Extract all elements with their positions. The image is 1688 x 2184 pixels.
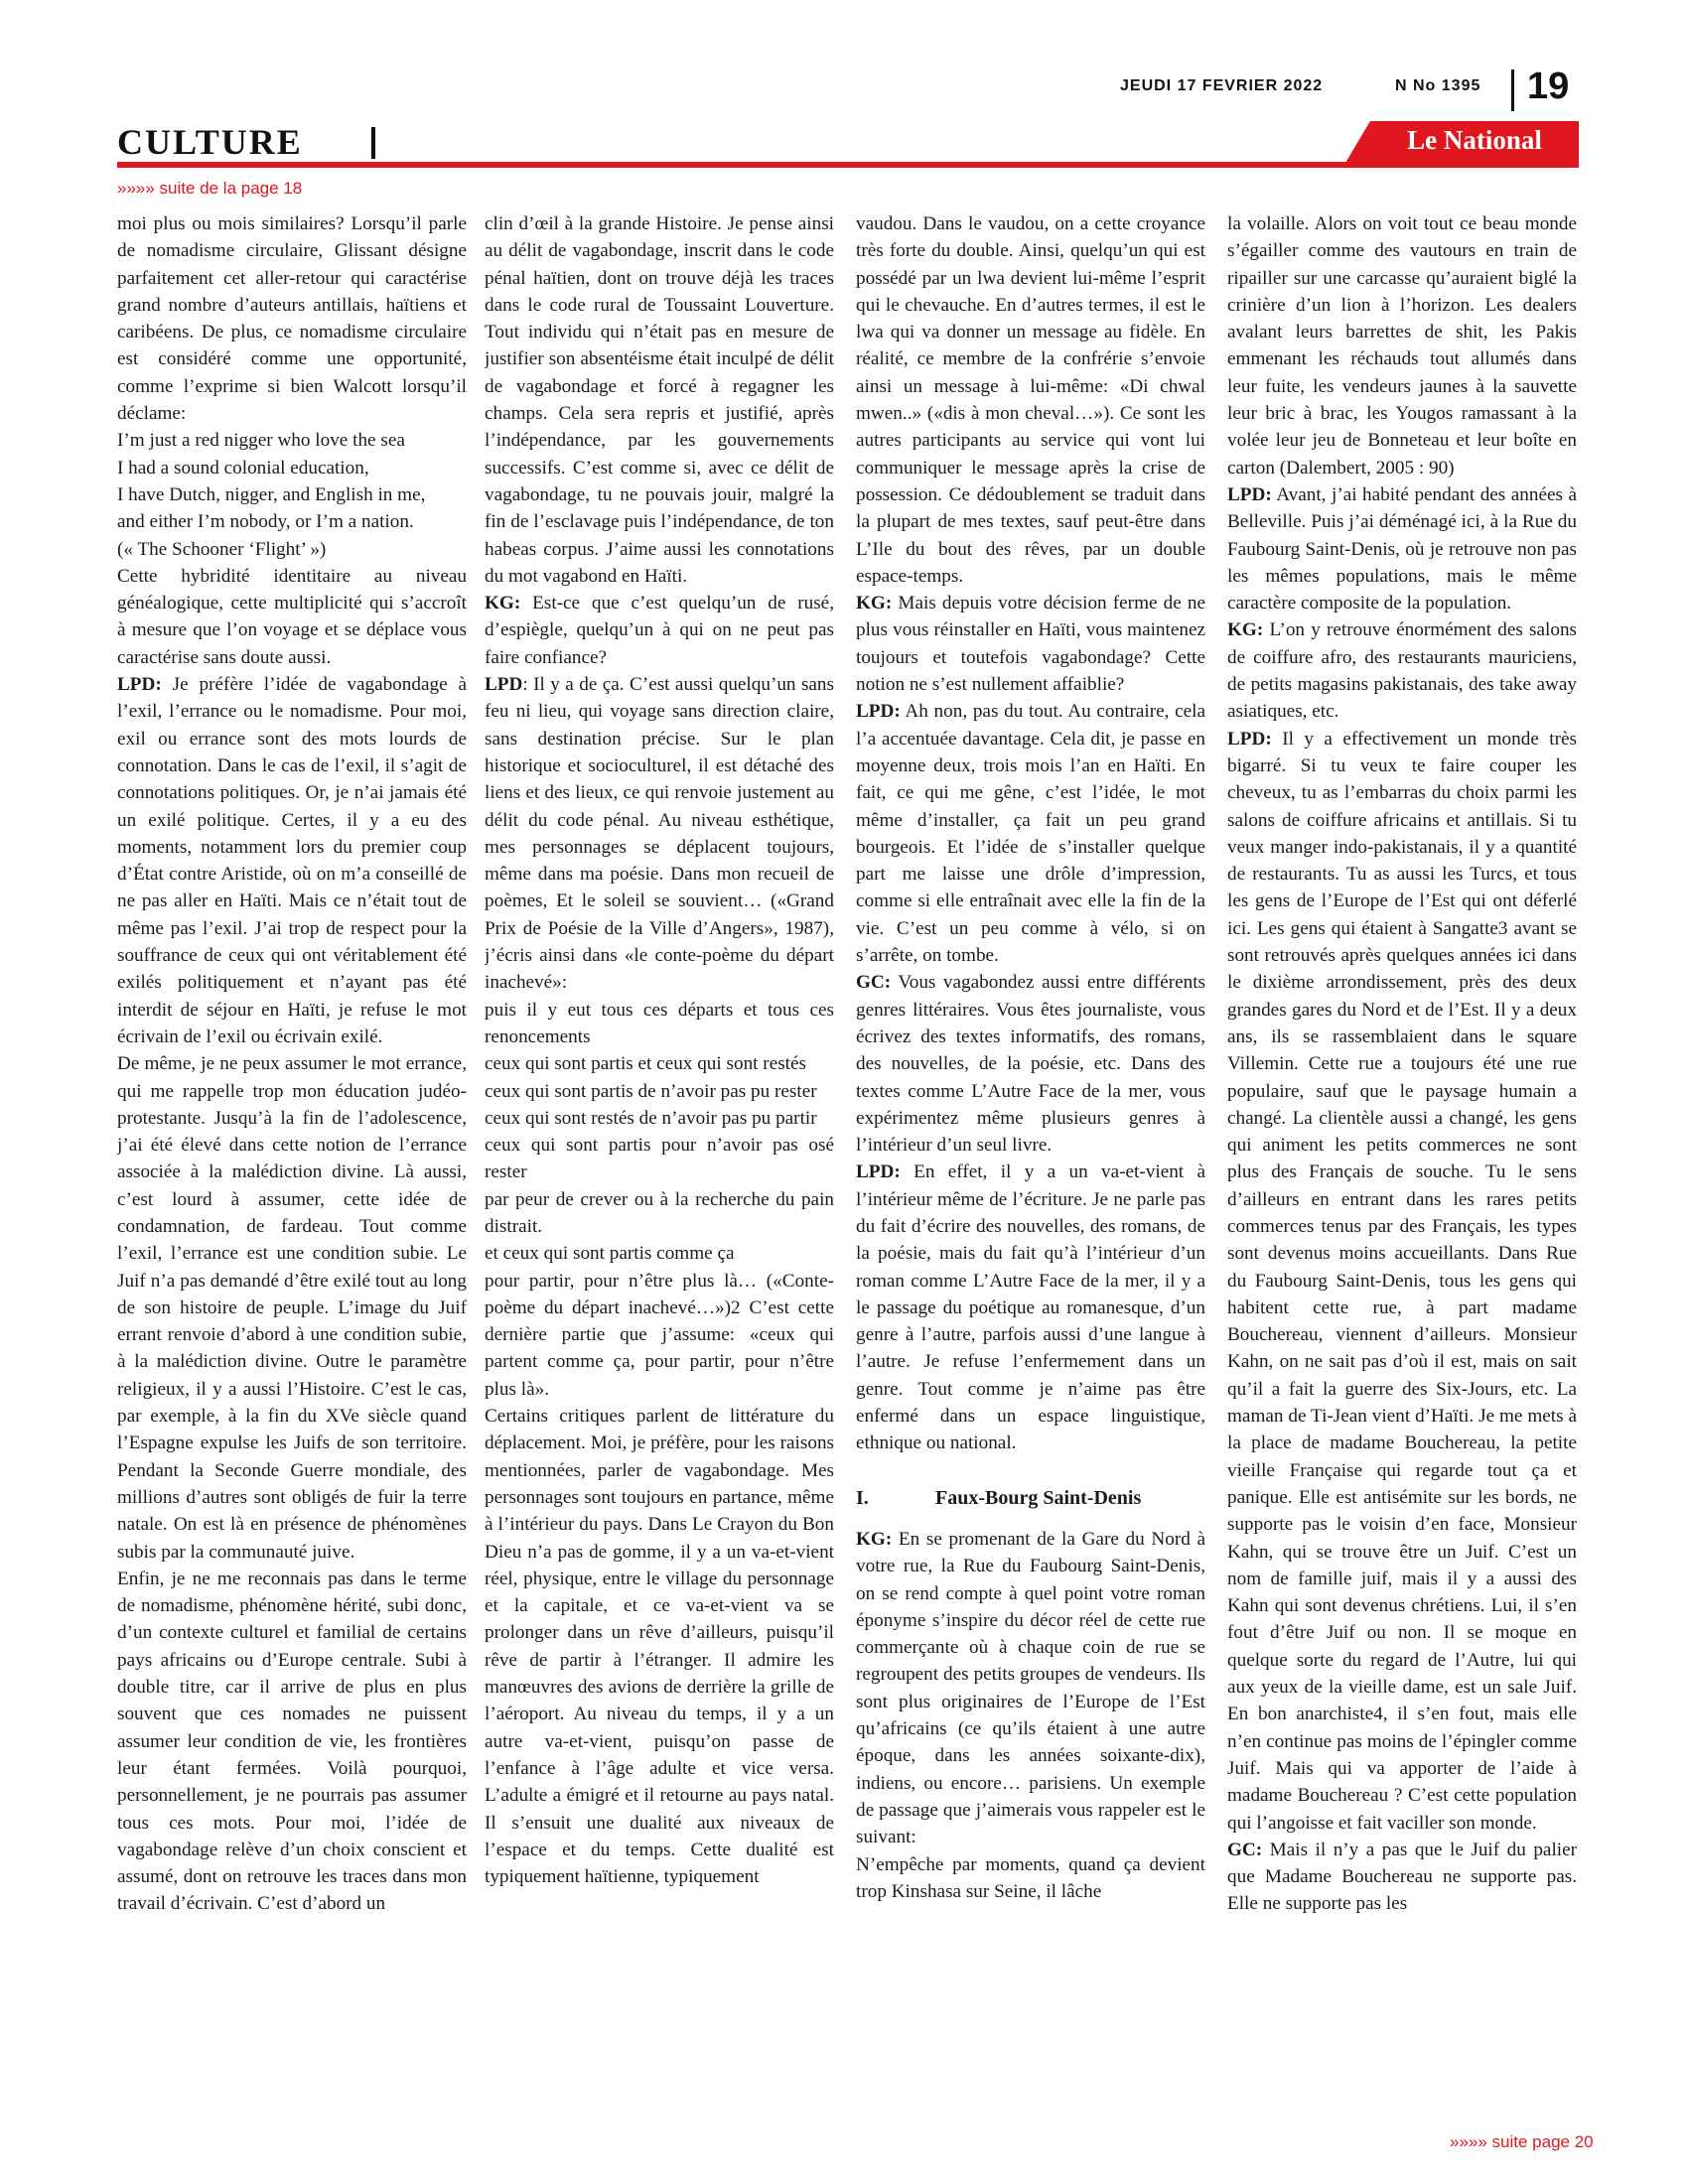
poem-line [117, 455, 467, 481]
paragraph-text: Cette hybridité identitaire au niveau généalogique, cette multiplicité qui s’accroît à mesure que l’on voyage et se déplace vous caractérise sans doute aussi. [117, 565, 467, 668]
paragraph-text: I had a sound colonial education, [117, 457, 369, 478]
poem-line [485, 1050, 834, 1077]
poem-line [485, 1078, 834, 1105]
paragraph-text: vaudou. Dans le vaudou, on a cette croyance très forte du double. Ainsi, quelqu’un qui est possédé par un lwa devient lui-même l’esprit qui le chevauche. En d’autres termes, il est le lwa qui va donner un message au fidèle. En réalité, ce membre de la confrérie s’envoie ainsi un message à lui-même: «Di chwal mwen..» («dis à mon cheval…»). Ce sont les autres participants au service qui vont lui communiquer le message après la crise de possession. Ce dédoublement se traduit dans la plupart de mes textes, sauf peut-être dans L’Ile du bout des rêves, par un double espace-temps. [856, 213, 1205, 587]
paragraph [117, 563, 467, 671]
paragraph [117, 1050, 467, 1566]
paragraph [856, 1526, 1205, 1851]
speaker-label: GC: [856, 972, 892, 994]
paragraph-text: I’m just a red nigger who love the sea [117, 430, 405, 452]
paragraph-text: Est-ce que c’est quelqu’un de rusé, d’espiègle, quelqu’un à qui on ne peut pas faire confiance? [485, 593, 834, 668]
subheading-number: I. [856, 1486, 869, 1509]
paragraph [856, 1159, 1205, 1456]
paragraph [117, 210, 467, 427]
paragraph [1227, 726, 1577, 1837]
subheading [856, 1485, 1205, 1512]
paragraph [856, 1851, 1205, 1906]
article-column-3 [856, 210, 1205, 2132]
paragraph [1227, 210, 1577, 481]
paragraph [485, 671, 834, 997]
paragraph [856, 590, 1205, 698]
paragraph-text: Certains critiques parlent de littérature du déplacement. Moi, je préfère, pour les raisons mentionnées, parler de vagabondage. Mes personnages sont toujours en partance, même à l’intérieur du pays. Dans Le Crayon du Bon Dieu n’a pas de gomme, il y a un va-et-vient réel, physique, entre le village du personnage et la capitale, et ce va-et-vient va se prolonger dans un rêve d’ailleurs, puisqu’il rêve de partir à l’étranger. Il admire les manœuvres des avions de derrière la grille de l’aéroport. Au niveau du temps, il y a un autre va-et-vient, puisqu’on passe de l’enfance à l’âge adulte et vice versa. L’adulte a émigré et il retourne au pays natal. Il s’ensuit une dualité aux niveaux de l’espace et du temps. Cette dualité est typiquement haïtienne, typiquement [485, 1406, 834, 1888]
poem-line [485, 997, 834, 1051]
paragraph-text: Ah non, pas du tout. Au contraire, cela l’a accentuée davantage. Cela dit, je passe en moyenne deux, trois mois l’an en Haïti. En fait, ce qui me gêne, c’est l’idée, le mot même d’installer, ça fait un peu grand bourgeois. Et l’idée de s’installer quelque part me laisse une drôle d’impression, comme si elle entraînait avec elle la fin de la vie. C’est un peu comme à vélo, si on s’arrête, on tombe. [856, 701, 1205, 967]
paragraph [117, 671, 467, 1050]
paragraph-text: : Il y a de ça. C’est aussi quelqu’un sans feu ni lieu, qui voyage sans direction claire, sans destination précise. Sur le plan historique et socioculturel, il est détaché des liens et des lieux, ce qui renvoie justement au délit du code pénal. Au niveau esthétique, mes personnages se déplacent toujours, même dans ma poésie. Dans mon recueil de poèmes, Et le soleil se souvient… («Grand Prix de Poésie de la Ville d’Angers», 1987), j’écris ainsi dans «le conte-poème du départ inachevé»: [485, 674, 834, 994]
paragraph-text: ceux qui sont partis pour n’avoir pas osé rester [485, 1135, 834, 1183]
poem-line [117, 427, 467, 454]
speaker-label: LPD [485, 674, 523, 696]
subheading-title: Faux-Bourg Saint-Denis [935, 1486, 1142, 1509]
paragraph-text: ceux qui sont restés de n’avoir pas pu partir [485, 1107, 817, 1129]
paragraph-text: En se promenant de la Gare du Nord à votre rue, la Rue du Faubourg Saint-Denis, on se rend compte à quel point votre roman éponyme s’inspire du décor réel de cette rue commerçante où à chaque coin de rue se regroupent des petits groupes de vendeurs. Ils sont plus originaires de l’Europe de l’Est qu’africains (ce qu’ils étaient à une autre époque, dans les années soixante-dix), indiens, ou encore… parisiens. Un exemple de passage que j’aimerais vous rappeler est le suivant: [856, 1528, 1205, 1848]
paragraph-text: (« The Schooner ‘Flight’ ») [117, 538, 327, 560]
paragraph-text: De même, je ne peux assumer le mot errance, qui me rappelle trop mon éducation judéo-protestante. Jusqu’à la fin de l’adolescence, j’ai été élevé dans cette notion de l’errance associée à la malédiction divine. Là aussi, c’est lourd à assumer, cette idée de condamnation, de fardeau. Tout comme l’exil, l’errance est une condition subie. Le Juif n’a pas demandé d’être exilé tout au long de son histoire de peuple. L’image du Juif errant renvoie d’abord à une condition subie, à la malédiction divine. Outre le paramètre religieux, il y a aussi l’Histoire. C’est le cas, par exemple, à la fin du XVe siècle quand l’Espagne expulse les Juifs de son territoire. Pendant la Seconde Guerre mondiale, des millions d’autres sont obligés de fuir la terre natale. On est là en présence de phénomènes subis par la communauté juive. [117, 1053, 467, 1563]
header-divider [1511, 69, 1514, 111]
poem-line [117, 508, 467, 535]
paragraph-text: Mais depuis votre décision ferme de ne plus vous réinstaller en Haïti, vous maintenez toujours et toutefois vagabondage? Cette notion ne s’est nullement affaiblie? [856, 593, 1205, 696]
poem-line [485, 1186, 834, 1241]
paragraph [856, 210, 1205, 590]
article-column-4 [1227, 210, 1577, 2132]
paragraph [485, 590, 834, 671]
issue-date: JEUDI 17 FEVRIER 2022 [1120, 77, 1324, 94]
paragraph-text: ceux qui sont partis de n’avoir pas pu rester [485, 1080, 817, 1102]
paragraph-text: pour partir, pour n’être plus là… («Conte-poème du départ inachevé…»)2 C’est cette dernière partie que j’assume: «ceux qui partent comme ça, pour partir, pour n’être plus là». [485, 1270, 834, 1400]
paragraph-text: Il y a effectivement un monde très bigarré. Si tu veux te faire couper les cheveux, tu as l’embarras du choix parmi les salons de coiffure africains et antillais. Si tu veux manger indo-pakistanais, il y a quantité de restaurants. Tu as aussi les Turcs, et tous les gens de l’Europe de l’Est qui ont déferlé ici. Les gens qui étaient à Sangatte3 avant se sont retrouvés après quelques années ici dans le dixième arrondissement, près des deux grandes gares du Nord et de l’Est. Il y a deux ans, ils se rassemblaient dans le square Villemin. Cette rue a toujours été une rue populaire, sauf que le paysage humain a changé. La clientèle aussi a changé, les gens qui animent les petits commerces ne sont plus des Français de souche. Tu le sens d’ailleurs en entrant dans les rares petits commerces tenus par des Français, les types sont devenus moins accueillants. Dans Rue du Faubourg Saint-Denis, tous les gens qui habitent cette rue, à part madame Bouchereau, viennent d’ailleurs. Monsieur Kahn, on ne sait pas d’où il est, mais on sait qu’il a fait la guerre des Six-Jours, etc. La maman de Ti-Jean vient d’Haïti. Je me mets à la place de madame Bouchereau, la petite vieille Française qui regarde tout ça et panique. Elle est antisémite sur les bords, ne supporte pas le voisin d’en face, Monsieur Kahn, qui se trouve être un Juif. C’est un nom de famille juif, mais il y a aussi des Kahn qui sont devenus chrétiens. Lui, il s’en fout d’être Juif ou non. Il se moque en quelque sorte du regard de l’Autre, lui qui aux yeux de la vieille dame, est un sale Juif. En bon anarchiste4, il s’en fout, mais elle n’en continue pas moins de l’épingler comme Juif. Mais qui va apporter de l’aide à madame Bouchereau ? C’est cette population qui l’angoisse et fait vaciller son monde. [1227, 728, 1577, 1834]
article-column-2 [485, 210, 834, 2132]
section-divider [371, 127, 375, 159]
paragraph-text: Enfin, je ne me reconnais pas dans le terme de nomadisme, phénomène hérité, subi donc, d’un contexte culturel et familial de certains pays africains ou d’Europe centrale. Subi à double titre, car il arrive de plus en plus souvent que ces nomades ne puissent assumer leur condition de vie, les frontières leur étant fermées. Voilà pourquoi, personnellement, je ne pourrais pas assumer tous ces mots. Pour moi, l’idée de vagabondage relève d’un choix conscient et assumé, dont on retrouve les traces dans mon travail d’écrivain. C’est d’abord un [117, 1568, 467, 1915]
paragraph-text: la volaille. Alors on voit tout ce beau monde s’égailler comme des vautours en train de ripailler sur une carcasse qu’auraient biglé la crinière d’un lion à l’horizon. Les dealers avalant leurs barrettes de shit, les Pakis emmenant les réchauds tout allumés dans leur fuite, les vendeurs jaunes à la sauvette leur bric à brac, les Yougos ramassant à la volée leur jeu de Bonneteau et leur boîte en carton (Dalembert, 2005 : 90) [1227, 213, 1577, 478]
paragraph [856, 698, 1205, 969]
poem-citation [117, 536, 467, 563]
speaker-label: KG: [485, 593, 521, 614]
poem-line [117, 481, 467, 508]
paragraph-text: puis il y eut tous ces départs et tous ces renoncements [485, 999, 834, 1047]
paragraph-text: I have Dutch, nigger, and English in me, [117, 483, 426, 505]
paragraph-text: En effet, il y a un va-et-vient à l’intérieur même de l’écriture. Je ne parle pas du fait d’écrire des nouvelles, des romans, de la poésie, mais du fait qu’à l’intérieur d’un roman comme L’Autre Face de la mer, il y a le passage du poétique au romanesque, d’un genre à l’autre, parfois aussi d’une langue à l’autre. Je refuse l’enfermement dans un genre. Tout comme je n’aime pas être enfermé dans un espace linguistique, ethnique ou national. [856, 1161, 1205, 1454]
paragraph [485, 1403, 834, 1890]
brand-logo: Le National [1407, 125, 1542, 155]
paragraph [485, 210, 834, 590]
page-number: 19 [1527, 66, 1570, 107]
paragraph-text: Je préfère l’idée de vagabondage à l’exil, l’errance ou le nomadisme. Pour moi, exil ou errance sont des mots lourds de connotation. Dans le cas de l’exil, il s’agit de connotations politiques. Or, je n’ai jamais été un exilé politique. Certes, il y a eu des moments, notamment lors du premier coup d’État contre Aristide, où on m’a conseillé de ne pas aller en Haïti. Mais ce n’était tout de même pas l’exil. J’ai trop de respect pour la souffrance de ceux qui ont véritablement été exilés politiquement et n’ayant pas été interdit de séjour en Haïti, je refuse le mot écrivain de l’exil ou écrivain exilé. [117, 674, 467, 1047]
speaker-label: LPD: [1227, 728, 1272, 750]
paragraph [1227, 616, 1577, 725]
paragraph-text: clin d’œil à la grande Histoire. Je pense ainsi au délit de vagabondage, inscrit dans le code pénal haïtien, dont on trouve déjà les traces dans le code rural de Toussaint Louverture. Tout individu qui n’était pas en mesure de justifier son absentéisme était inculpé de délit de vagabondage et forcé à regagner les champs. Cela sera repris et justifié, après l’indépendance, par les gouvernements successifs. C’est comme si, avec ce délit de vagabondage, tu ne pouvais jouir, malgré la fin de l’esclavage puis l’indépendance, de ton habeas corpus. J’aime aussi les connotations du mot vagabond en Haïti. [485, 213, 834, 587]
speaker-label: KG: [856, 593, 893, 614]
paragraph-text: Vous vagabondez aussi entre différents genres littéraires. Vous êtes journaliste, vous écrivez des textes informatifs, des romans, des nouvelles, de la poésie, etc. Dans des textes comme L’Autre Face de la mer, vous expérimentez même plusieurs genres à l’intérieur d’un seul livre. [856, 972, 1205, 1157]
speaker-label: LPD: [1227, 483, 1272, 505]
article-column-1 [117, 210, 467, 2132]
paragraph-text: L’on y retrouve énormément des salons de coiffure afro, des restaurants mauriciens, de petits magasins pakistanais, des take away asiatiques, etc. [1227, 619, 1577, 723]
paragraph [1227, 481, 1577, 616]
paragraph-text: Mais il n’y a pas que le Juif du palier que Madame Bouchereau ne supporte pas. Elle ne supporte pas les [1227, 1839, 1577, 1915]
paragraph-text: and either I’m nobody, or I’m a nation. [117, 511, 414, 533]
speaker-label: LPD: [856, 701, 901, 723]
issue-number: N No 1395 [1395, 77, 1481, 94]
speaker-label: LPD: [117, 674, 162, 696]
speaker-label: KG: [1227, 619, 1264, 641]
paragraph-text: et ceux qui sont partis comme ça [485, 1243, 735, 1265]
paragraph-text: Avant, j’ai habité pendant des années à Belleville. Puis j’ai déménagé ici, à la Rue du Faubourg Saint-Denis, où je retrouve non pas les mêmes populations, mais le même caractère composite de la population. [1227, 483, 1577, 614]
continued-from-link[interactable]: »»»» suite de la page 18 [117, 179, 303, 198]
speaker-label: KG: [856, 1528, 893, 1550]
paragraph-text: ceux qui sont partis et ceux qui sont restés [485, 1053, 806, 1075]
paragraph [485, 1268, 834, 1403]
paragraph [856, 969, 1205, 1159]
paragraph [1227, 1837, 1577, 1918]
paragraph-text: moi plus ou mois similaires? Lorsqu’il parle de nomadisme circulaire, Glissant désigne parfaitement cet aller-retour qui caractérise grand nombre d’auteurs antillais, haïtiens et caribéens. De plus, ce nomadisme circulaire est considéré comme une opportunité, comme l’exprime si bien Walcott lorsqu’il déclame: [117, 213, 467, 425]
paragraph-text: par peur de crever ou à la recherche du pain distrait. [485, 1188, 834, 1237]
speaker-label: LPD: [856, 1161, 901, 1183]
paragraph [117, 1566, 467, 1918]
poem-line [485, 1240, 834, 1267]
continued-to-link[interactable]: »»»» suite page 20 [1450, 2132, 1594, 2151]
poem-line [485, 1105, 834, 1132]
section-title: CULTURE [117, 122, 303, 162]
paragraph-text: N’empêche par moments, quand ça devient trop Kinshasa sur Seine, il lâche [856, 1853, 1205, 1902]
speaker-label: GC: [1227, 1839, 1263, 1860]
poem-line [485, 1132, 834, 1186]
